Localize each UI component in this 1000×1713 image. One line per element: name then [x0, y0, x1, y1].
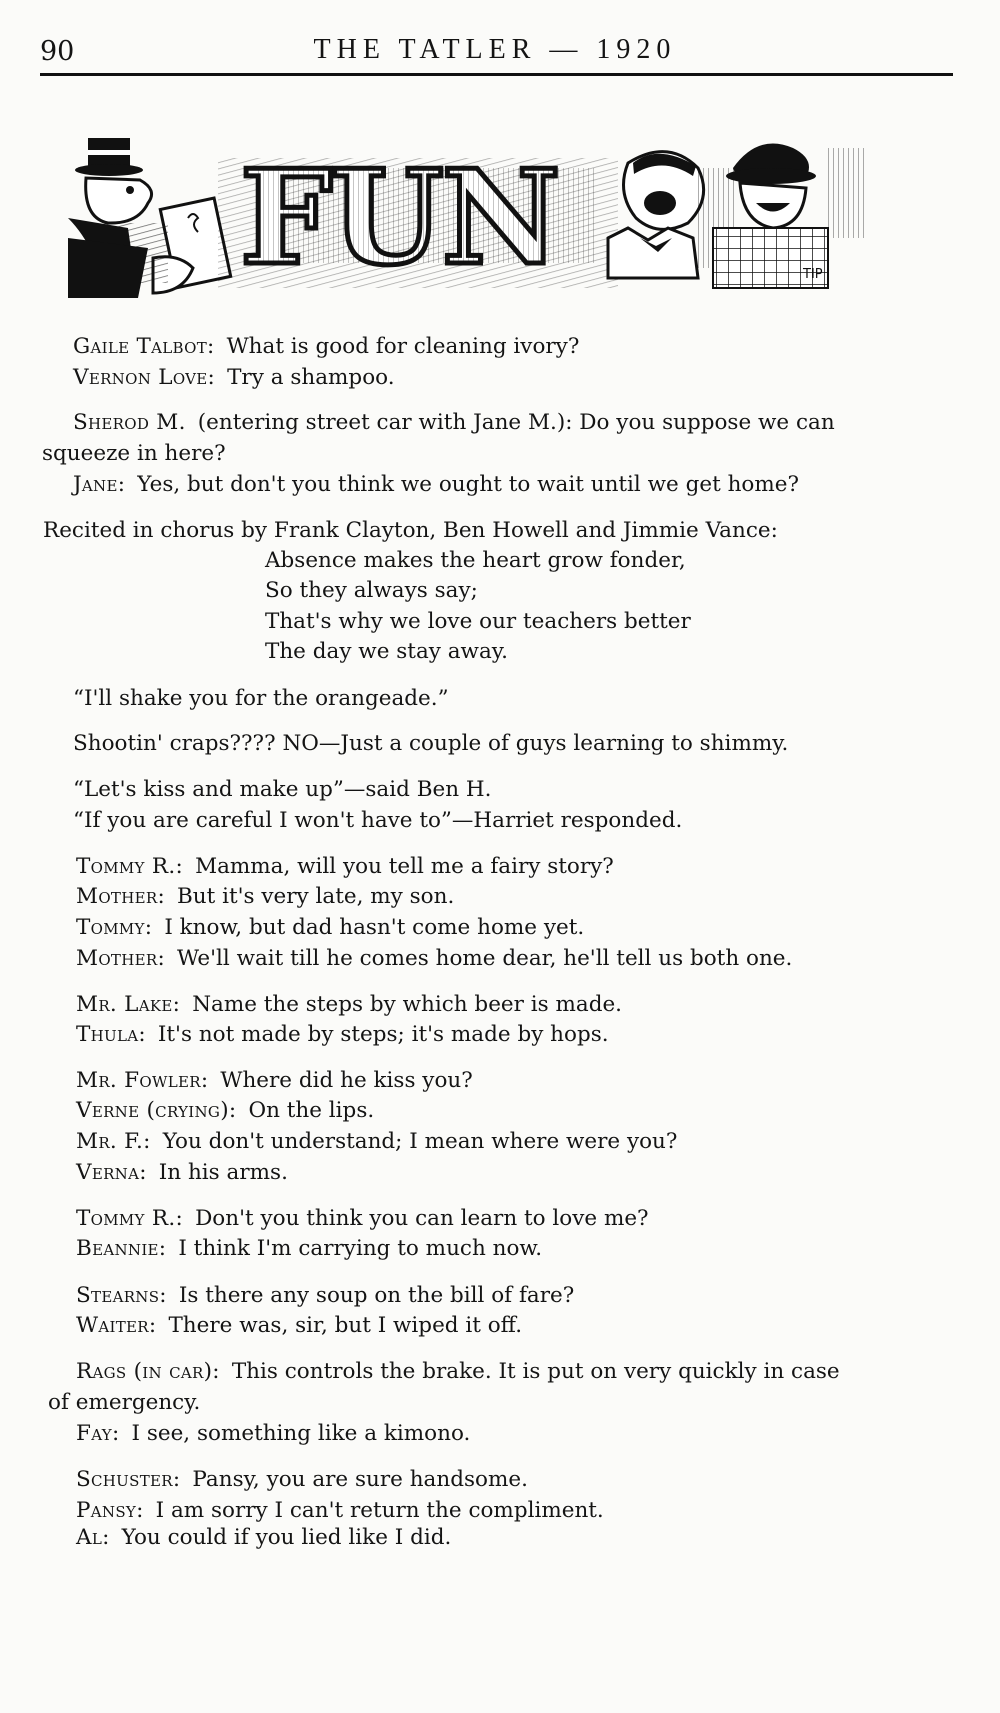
speaker-name: Sherod M. — [73, 410, 186, 435]
speaker-name: Schuster: — [76, 1467, 181, 1492]
fun-title-lettering — [240, 141, 598, 294]
line-text: Yes, but don't you think we ought to wait until we get home? — [137, 472, 799, 497]
poem-line: That's why we love our teachers better — [265, 609, 691, 634]
dialogue-line — [73, 810, 682, 832]
line-text: “Let's kiss and make up”—said Ben H. — [73, 777, 492, 802]
dialogue-line — [76, 1070, 473, 1092]
dialogue-line — [76, 1315, 522, 1337]
speaker-name: Mother: — [76, 884, 165, 909]
speaker-name: Verna: — [76, 1160, 147, 1185]
dialogue-line — [76, 886, 454, 908]
line-text: On the lips. — [248, 1098, 375, 1123]
line-text: Name the steps by which beer is made. — [192, 992, 623, 1017]
dialogue-line — [76, 1285, 574, 1307]
dialogue-line — [73, 474, 799, 496]
fun-banner-illustration — [68, 128, 918, 328]
line-text: Don't you think you can learn to love me? — [195, 1206, 649, 1231]
line-text: (entering street car with Jane M.): Do you suppose we can — [197, 410, 835, 435]
dialogue-line — [76, 1527, 451, 1549]
speaker-name: Mother: — [76, 946, 165, 971]
line-text: of emergency. — [48, 1390, 201, 1415]
page-number: 90 — [40, 36, 75, 67]
dialogue-line — [76, 1238, 542, 1260]
line-text: It's not made by steps; it's made by hops. — [157, 1022, 609, 1047]
dialogue-line — [76, 1500, 604, 1522]
header-rule — [40, 73, 953, 76]
speaker-name: Tommy R.: — [76, 1206, 184, 1231]
dialogue-line — [73, 779, 491, 801]
dialogue-line — [76, 1131, 677, 1153]
speaker-name: Al: — [76, 1525, 110, 1550]
dialogue-line — [42, 443, 226, 465]
line-text: I know, but dad hasn't come home yet. — [164, 915, 585, 940]
line-text: Pansy, you are sure handsome. — [192, 1467, 528, 1492]
line-text: But it's very late, my son. — [177, 884, 455, 909]
dialogue-line — [76, 917, 584, 939]
dialogue-line — [73, 367, 395, 389]
line-text: We'll wait till he comes home dear, he'll tell us both one. — [177, 946, 793, 971]
dialogue-line — [76, 1100, 374, 1122]
line-text: squeeze in here? — [42, 441, 226, 466]
speaker-name: Thula: — [76, 1022, 146, 1047]
running-head: THE TATLER — 1920 — [313, 34, 677, 65]
line-text: Where did he kiss you? — [220, 1068, 473, 1093]
line-text: Shootin' craps???? NO—Just a couple of guys learning to shimmy. — [73, 731, 789, 756]
line-text: I am sorry I can't return the compliment. — [155, 1498, 604, 1523]
speaker-name: Pansy: — [76, 1498, 144, 1523]
line-text: This controls the brake. It is put on very quickly in case — [231, 1359, 840, 1384]
speaker-name: Waiter: — [76, 1313, 157, 1338]
speaker-name: Mr. F.: — [76, 1129, 151, 1154]
speaker-name: Tommy R.: — [76, 854, 184, 879]
dialogue-line — [76, 1469, 528, 1491]
speaker-name: Fay: — [76, 1421, 120, 1446]
line-text: “I'll shake you for the orangeade.” — [73, 686, 449, 711]
speaker-name: Beannie: — [76, 1236, 167, 1261]
line-text: What is good for cleaning ivory? — [226, 334, 580, 359]
banner-title: FUN — [240, 141, 559, 294]
speaker-name: Gaile Talbot: — [73, 334, 215, 359]
line-text: I think I'm carrying to much now. — [178, 1236, 543, 1261]
dialogue-line — [76, 1423, 470, 1445]
dialogue-line — [76, 948, 792, 970]
line-text: In his arms. — [158, 1160, 288, 1185]
dialogue-line — [76, 856, 614, 878]
speaker-name: Rags (in car): — [76, 1359, 220, 1384]
poem-line: So they always say; — [265, 578, 478, 603]
line-text: You don't understand; I mean where were you? — [162, 1129, 678, 1154]
line-text: You could if you lied like I did. — [121, 1525, 452, 1550]
dialogue-line — [76, 1024, 609, 1046]
speaker-name: Verne (crying): — [76, 1098, 237, 1123]
man-with-paper-figure — [68, 138, 231, 298]
speaker-name: Mr. Fowler: — [76, 1068, 209, 1093]
dialogue-line — [73, 412, 835, 434]
line-text: Recited in chorus by Frank Clayton, Ben Howell and Jimmie Vance: — [43, 518, 778, 543]
poem-line: Absence makes the heart grow fonder, — [265, 548, 686, 573]
dialogue-line — [76, 1162, 288, 1184]
dialogue-line — [48, 1392, 200, 1414]
line-text: There was, sir, but I wiped it off. — [168, 1313, 523, 1338]
speaker-name: Jane: — [73, 472, 126, 497]
speaker-name: Mr. Lake: — [76, 992, 181, 1017]
dialogue-line — [76, 1208, 649, 1230]
dialogue-line — [73, 688, 449, 710]
artist-signature: TIP — [803, 267, 823, 282]
speaker-name: Stearns: — [76, 1283, 167, 1308]
page-header — [40, 30, 950, 72]
line-text: Mamma, will you tell me a fairy story? — [195, 854, 614, 879]
poem-line: The day we stay away. — [265, 639, 508, 664]
speaker-name: Vernon Love: — [73, 365, 216, 390]
line-text: Try a shampoo. — [227, 365, 395, 390]
dialogue-line — [43, 520, 778, 542]
dialogue-line — [73, 733, 788, 755]
dialogue-line — [76, 1361, 840, 1383]
dialogue-line — [73, 336, 579, 358]
line-text: I see, something like a kimono. — [131, 1421, 471, 1446]
speaker-name: Tommy: — [76, 915, 153, 940]
dialogue-line — [76, 994, 622, 1016]
line-text: Is there any soup on the bill of fare? — [178, 1283, 575, 1308]
line-text: “If you are careful I won't have to”—Harriet responded. — [73, 808, 683, 833]
